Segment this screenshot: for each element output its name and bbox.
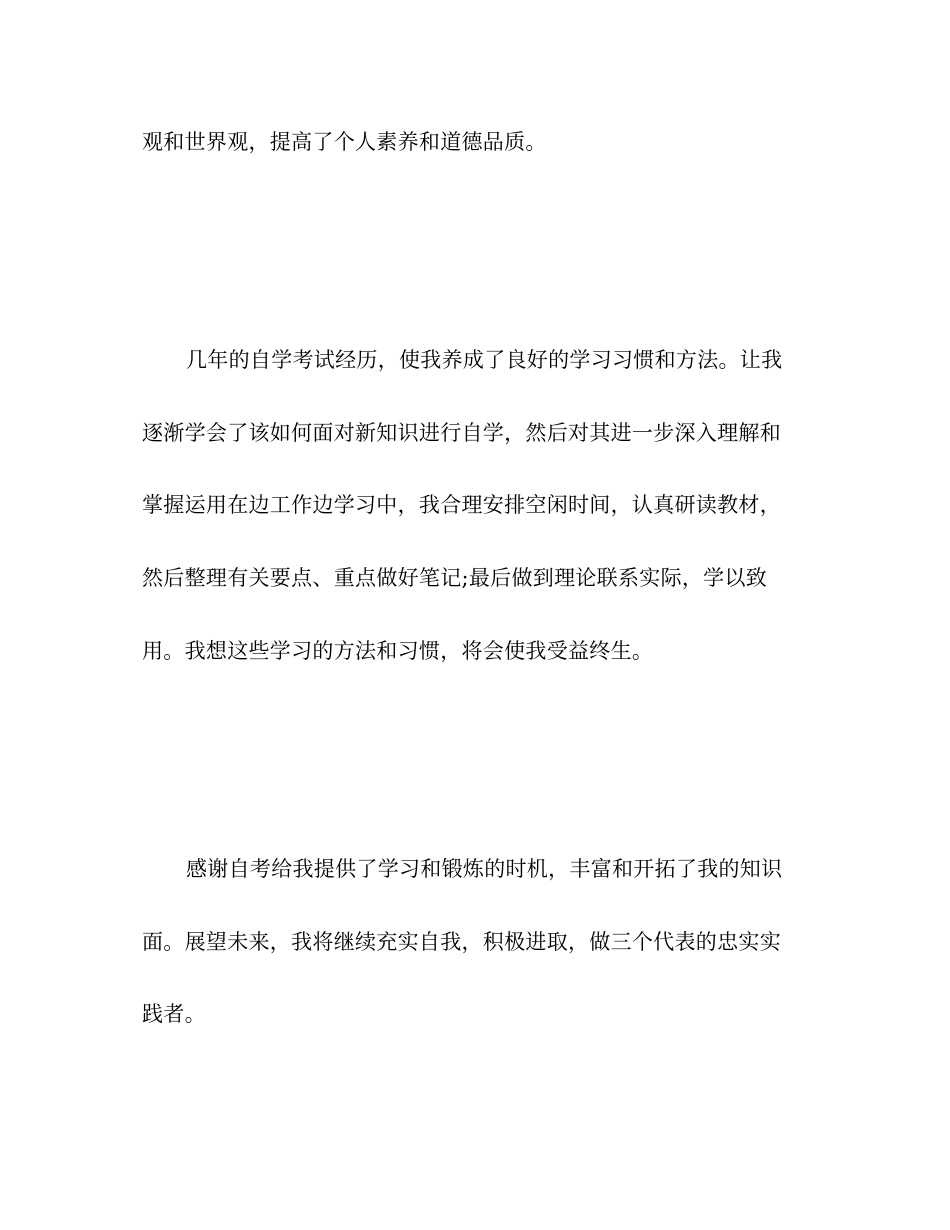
text-line: 然后整理有关要点、重点做好笔记;最后做到理论联系实际，学以致 (142, 566, 768, 590)
text-line: 面。展望未来，我将继续充实自我，积极进取，做三个代表的忠实实 (142, 930, 781, 954)
text-line: 感谢自考给我提供了学习和锻炼的时机，丰富和开拓了我的知识 (186, 857, 783, 881)
text-line: 几年的自学考试经历，使我养成了良好的学习习惯和方法。让我 (186, 348, 783, 372)
text-line: 逐渐学会了该如何面对新知识进行自学，然后对其进一步深入理解和 (142, 421, 781, 445)
text-line: 践者。 (142, 1002, 206, 1026)
text-line: 掌握运用在边工作边学习中，我合理安排空闲时间，认真研读教材， (142, 493, 781, 517)
text-line: 用。我想这些学习的方法和习惯，将会使我受益终生。 (142, 639, 654, 663)
text-line: 观和世界观，提高了个人素养和道德品质。 (142, 130, 547, 154)
